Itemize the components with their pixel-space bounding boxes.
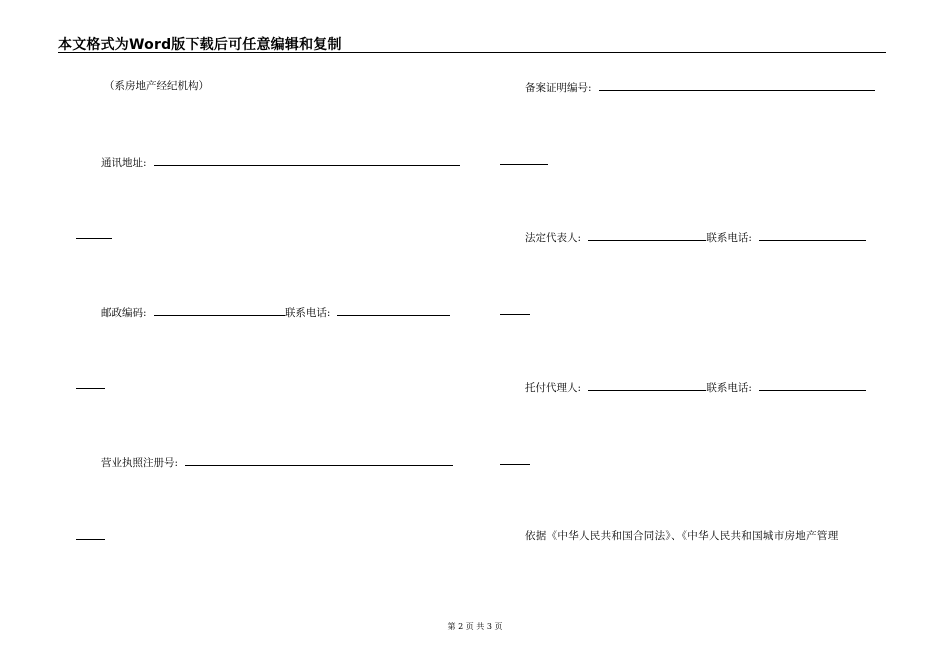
legal-rep-label: 法定代表人: (525, 232, 582, 244)
license-continuation-line[interactable] (76, 539, 105, 540)
filing-field[interactable] (599, 79, 875, 91)
postcode-field[interactable] (154, 304, 285, 316)
phone-label: 联系电话: (284, 307, 331, 319)
address-continuation-line[interactable] (76, 238, 112, 239)
filing-label: 备案证明编号: (525, 82, 592, 94)
total-pages: 3 (486, 622, 492, 631)
agent-label: 托付代理人: (525, 382, 582, 394)
license-label: 营业执照注册号: (101, 457, 179, 469)
total-unit: 页 (494, 622, 503, 631)
page-unit: 页 (465, 622, 474, 631)
filing-continuation-line[interactable] (500, 164, 548, 165)
legal-rep-row (525, 229, 866, 245)
header-divider (58, 52, 886, 53)
address-row (101, 154, 460, 170)
legal-rep-field[interactable] (588, 229, 706, 241)
address-label: 通讯地址: (101, 157, 147, 169)
postcode-phone-row (101, 304, 450, 320)
page-footer (0, 621, 950, 632)
agent-continuation-line[interactable] (500, 464, 530, 465)
license-field[interactable] (185, 454, 453, 466)
legal-rep-phone-label: 联系电话: (706, 232, 752, 244)
postcode-label: 邮政编码: (101, 307, 147, 319)
agency-note: （系房地产经纪机构） (104, 80, 209, 92)
agent-phone-field[interactable] (759, 379, 866, 391)
agent-row (525, 379, 866, 395)
agent-phone-label: 联系电话: (706, 382, 752, 394)
page-number: 2 (458, 622, 464, 631)
legal-rep-continuation-line[interactable] (500, 314, 530, 315)
page-label: 第 (447, 622, 456, 631)
phone-continuation-line[interactable] (76, 388, 105, 389)
phone-field[interactable] (337, 304, 450, 316)
address-field[interactable] (154, 154, 460, 166)
agent-field[interactable] (588, 379, 706, 391)
legal-basis-text: 依据《中华人民共和国合同法》、《中华人民共和国城市房地产管理 (525, 530, 839, 542)
total-label: 共 (476, 622, 485, 631)
document-header-title: 本文格式为Word版下载后可任意编辑和复制 (58, 37, 342, 53)
legal-rep-phone-field[interactable] (759, 229, 866, 241)
license-row (101, 454, 453, 470)
filing-row (525, 79, 875, 95)
